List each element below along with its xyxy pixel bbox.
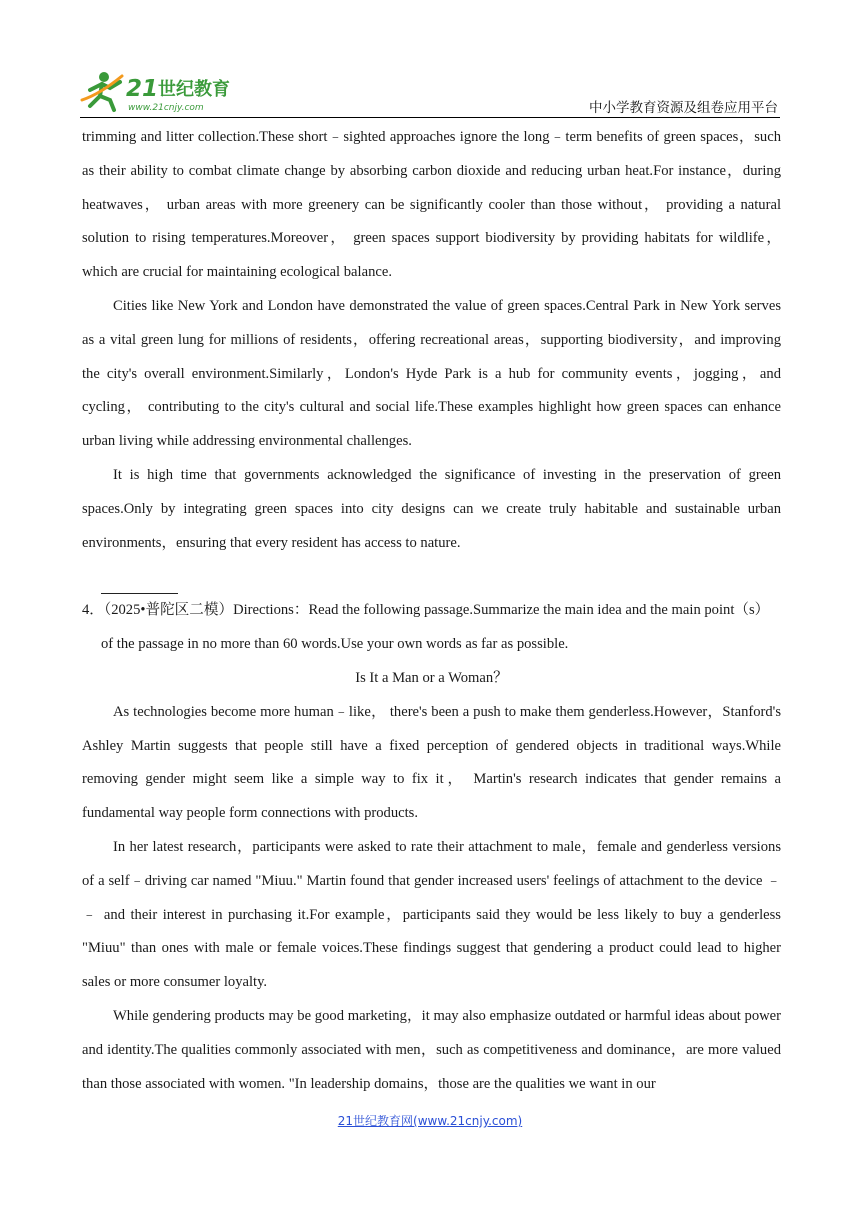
site-logo[interactable]: [80, 68, 260, 114]
svg-text:世纪教育: 世纪教育: [158, 79, 230, 100]
question-source: （2025•普陀区二模）: [103, 602, 234, 619]
question-number: 4．: [82, 602, 104, 619]
header-divider: [80, 117, 780, 118]
svg-text:21: 21: [126, 76, 159, 102]
page-footer: [0, 1112, 860, 1129]
passage-title: Is It a Man or a Woman？: [355, 669, 508, 686]
footer-link[interactable]: 21世纪教育网(www.21cnjy.com): [337, 1114, 523, 1128]
paragraph: In her latest research，participants were asked to rate their attachment to male，female and genderless versions of a self﹣driving car named "Miuu." Martin found that gender increased users' feelings of attachment to the device ﹣﹣ and their interest in purchasing it.For example，participants said they would be less likely to buy a genderless "Miuu" than ones with male or female voices.These findings suggest that gendering a product could lead to higher sales or more consumer loyalty.: [82, 838, 781, 991]
answer-blank[interactable]: [101, 568, 178, 594]
question-4-header: [82, 594, 781, 628]
logo-graphic: [80, 68, 260, 114]
header-tagline: 中小学教育资源及组卷应用平台: [589, 100, 778, 116]
paragraph: Cities like New York and London have demonstrated the value of green spaces.Central Park in New York serves as a vital green lung for millions of residents，offering recreational areas，supporting biodiversity，and improving the city's overall environment.Similarly，London's Hyde Park is a hub for community events，jogging，and cycling， contributing to the city's cultural and social life.These examples highlight how green spaces can enhance urban living while addressing environmental challenges.: [82, 297, 781, 450]
paragraph: It is high time that governments acknowledged the significance of investing in the preservation of green spaces.Only by integrating green spaces into city designs can we create truly habitable and sustainable urban environments，ensuring that every resident has access to nature.: [82, 466, 781, 551]
question-directions: Directions：Read the following passage.Summarize the main idea and the main point（s）: [233, 602, 770, 619]
document-body: [82, 121, 781, 1101]
page-header: [80, 66, 780, 118]
paragraph: While gendering products may be good marketing，it may also emphasize outdated or harmful ideas about power and identity.The qualities commonly associated with men，such as competitiveness and dominance，are more valued than those associated with women. "In leadership domains，those are the qualities we want in our: [82, 1007, 781, 1092]
paragraph: trimming and litter collection.These short﹣sighted approaches ignore the long﹣term benefits of green spaces，such as their ability to combat climate change by absorbing carbon dioxide and reducing urban heat.For instance，during heatwaves， urban areas with more greenery can be significantly cooler than those without， providing a natural solution to rising temperatures.Moreover， green spaces support biodiversity by providing habitats for wildlife，which are crucial for maintaining ecological balance.: [82, 129, 781, 281]
paragraph: As technologies become more human﹣like， there's been a push to make them genderless.However，Stanford's Ashley Martin suggests that people still have a fixed perception of gendered objects in traditional ways.While removing gender might seem like a simple way to fix it， Martin's research indicates that gender remains a fundamental way people form connections with products.: [82, 703, 781, 822]
question-directions-continued: of the passage in no more than 60 words.Use your own words as far as possible.: [101, 636, 569, 653]
svg-text:www.21cnjy.com: www.21cnjy.com: [128, 103, 204, 113]
